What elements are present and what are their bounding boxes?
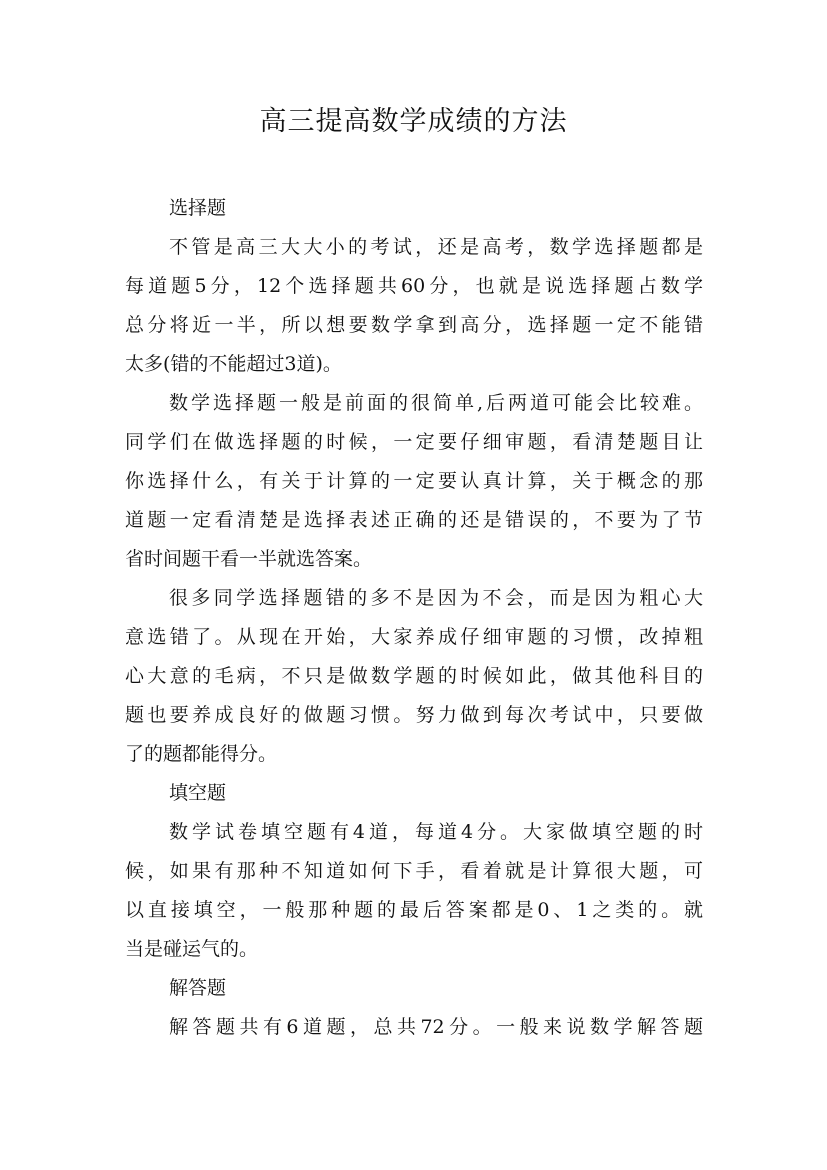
paragraph	[125, 579, 703, 774]
document-body	[125, 189, 703, 1047]
text-line: 省时间题干看一半就选答案。	[125, 548, 373, 570]
text-line: 以直接填空，一般那种题的最后答案都是0、1之类的。就	[125, 899, 703, 921]
text-line: 总分将近一半，所以想要数学拿到高分，选择题一定不能错	[125, 314, 703, 336]
text-line: 数学试卷填空题有4道，每道4分。大家做填空题的时	[169, 821, 703, 843]
section-heading-fill-blank: 填空题	[169, 782, 227, 804]
text-line: 候，如果有那种不知道如何下手，看着就是计算很大题，可	[125, 860, 703, 882]
text-line: 每道题5分，12个选择题共60分，也就是说选择题占数学	[125, 275, 703, 297]
text-line: 意选错了。从现在开始，大家养成仔细审题的习惯，改掉粗	[125, 626, 703, 648]
text-line: 当是碰运气的。	[125, 938, 259, 960]
section-heading-choice: 选择题	[169, 197, 227, 219]
document-title: 高三提高数学成绩的方法	[259, 106, 568, 137]
paragraph	[125, 1008, 703, 1047]
text-line: 了的题都能得分。	[125, 743, 278, 765]
text-line: 同学们在做选择题的时候，一定要仔细审题，看清楚题目让	[125, 431, 703, 453]
text-line: 题也要养成良好的做题习惯。努力做到每次考试中，只要做	[125, 704, 703, 726]
text-line: 你选择什么，有关于计算的一定要认真计算，关于概念的那	[125, 470, 703, 492]
text-line: 太多(错的不能超过3道)。	[125, 353, 342, 375]
paragraph	[125, 384, 703, 579]
text-line: 解答题共有6道题，总共72分。一般来说数学解答题	[169, 1016, 703, 1038]
text-line: 不管是高三大大小的考试，还是高考，数学选择题都是	[169, 236, 703, 258]
text-line: 心大意的毛病，不只是做数学题的时候如此，做其他科目的	[125, 665, 703, 687]
text-line: 道题一定看清楚是选择表述正确的还是错误的，不要为了节	[125, 509, 703, 531]
paragraph	[125, 228, 703, 384]
paragraph	[125, 813, 703, 969]
section-heading-solution: 解答题	[169, 977, 227, 999]
text-line: 很多同学选择题错的多不是因为不会，而是因为粗心大	[169, 587, 703, 609]
text-line: 数学选择题一般是前面的很简单,后两道可能会比较难。	[169, 392, 703, 414]
